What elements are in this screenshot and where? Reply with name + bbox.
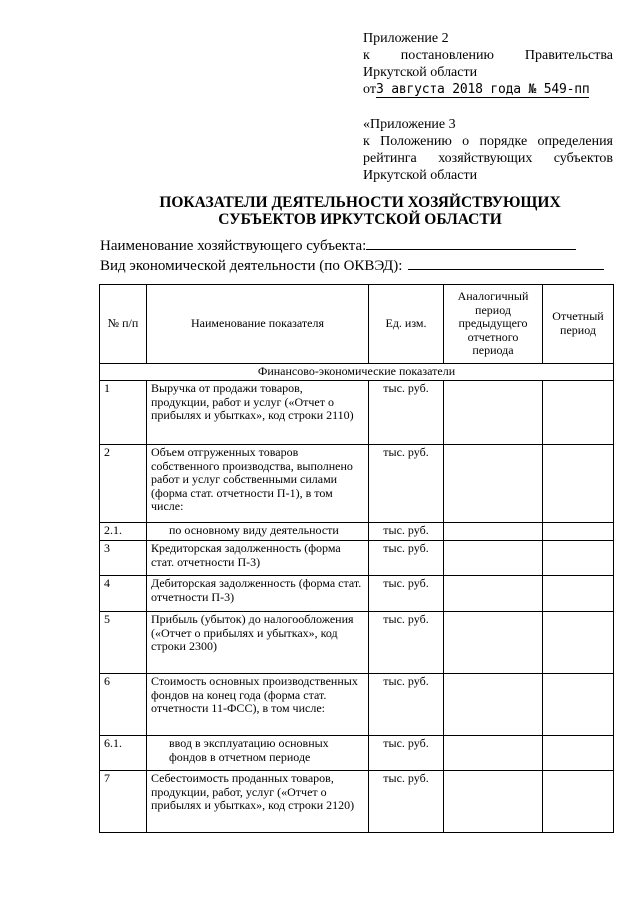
appendix-region: Иркутской области bbox=[363, 65, 478, 80]
row-curr-cell[interactable] bbox=[543, 736, 614, 771]
row-curr-cell[interactable] bbox=[543, 523, 614, 541]
row-prev-cell[interactable] bbox=[444, 576, 543, 612]
row-name: Стоимость основных производственных фондов на конец года (форма стат. отчетности 11-ФСС), в том числе: bbox=[147, 674, 369, 736]
appendix-date-prefix: от bbox=[363, 82, 376, 97]
table-row bbox=[100, 771, 614, 833]
entity-name-field bbox=[100, 234, 576, 255]
row-num: 1 bbox=[100, 381, 147, 445]
table-row bbox=[100, 736, 614, 771]
appendix-number: Приложение 2 bbox=[363, 31, 449, 46]
col-header-unit: Ед. изм. bbox=[369, 285, 444, 364]
row-curr-cell[interactable] bbox=[543, 576, 614, 612]
row-name: Себестоимость проданных товаров, продукции, работ, услуг («Отчет о прибылях и убытках», код строки 2120) bbox=[147, 771, 369, 833]
row-name: ввод в эксплуатацию основных фондов в отчетном периоде bbox=[147, 736, 369, 771]
table-row bbox=[100, 674, 614, 736]
row-unit: тыс. руб. bbox=[369, 612, 444, 674]
row-num: 6.1. bbox=[100, 736, 147, 771]
table-row bbox=[100, 381, 614, 445]
okved-label: Вид экономической деятельности (по ОКВЭД): bbox=[100, 258, 403, 274]
row-unit: тыс. руб. bbox=[369, 523, 444, 541]
col-header-name: Наименование показателя bbox=[147, 285, 369, 364]
appendix-word: постановлению bbox=[400, 48, 494, 63]
row-unit: тыс. руб. bbox=[369, 674, 444, 736]
appendix-date-line bbox=[363, 81, 613, 98]
col-header-prev-period: Аналогичный период предыдущего отчетного периода bbox=[444, 285, 543, 364]
document-title bbox=[100, 194, 620, 228]
row-curr-cell[interactable] bbox=[543, 612, 614, 674]
row-num: 2.1. bbox=[100, 523, 147, 541]
okved-blank[interactable] bbox=[408, 254, 604, 270]
entity-name-label: Наименование хозяйствующего субъекта: bbox=[100, 238, 367, 254]
col-header-num: № п/п bbox=[100, 285, 147, 364]
appendix-date: 3 августа 2018 года № 549-пп bbox=[375, 82, 590, 97]
row-prev-cell[interactable] bbox=[444, 674, 543, 736]
table-row bbox=[100, 523, 614, 541]
row-name: Прибыль (убыток) до налогообложения («Отчет о прибылях и убытках», код строки 2300) bbox=[147, 612, 369, 674]
row-prev-cell[interactable] bbox=[444, 541, 543, 576]
title-line: СУБЪЕКТОВ ИРКУТСКОЙ ОБЛАСТИ bbox=[218, 211, 502, 228]
row-unit: тыс. руб. bbox=[369, 771, 444, 833]
entity-name-blank[interactable] bbox=[366, 234, 576, 250]
table-row bbox=[100, 576, 614, 612]
appendix-header bbox=[363, 30, 613, 98]
indicators-table bbox=[99, 284, 614, 833]
row-num: 5 bbox=[100, 612, 147, 674]
appendix-ref-line: рейтинга хозяйствующих субъектов bbox=[363, 151, 613, 166]
row-num: 3 bbox=[100, 541, 147, 576]
row-name: Дебиторская задолженность (форма стат. отчетности П-3) bbox=[147, 576, 369, 612]
row-prev-cell[interactable] bbox=[444, 612, 543, 674]
row-curr-cell[interactable] bbox=[543, 771, 614, 833]
appendix-decree-line bbox=[363, 47, 613, 64]
okved-field bbox=[100, 254, 604, 275]
section-title: Финансово-экономические показатели bbox=[100, 364, 614, 381]
table-header-row bbox=[100, 285, 614, 364]
row-unit: тыс. руб. bbox=[369, 541, 444, 576]
row-prev-cell[interactable] bbox=[444, 771, 543, 833]
row-curr-cell[interactable] bbox=[543, 541, 614, 576]
table-row bbox=[100, 612, 614, 674]
row-name: Объем отгруженных товаров собственного производства, выполнено работ и услуг собственными силами (форма стат. отчетности П-1), в том числе: bbox=[147, 445, 369, 523]
row-name: Выручка от продажи товаров, продукции, работ и услуг («Отчет о прибылях и убытках», код строки 2110) bbox=[147, 381, 369, 445]
row-prev-cell[interactable] bbox=[444, 523, 543, 541]
col-header-curr-period: Отчетный период bbox=[543, 285, 614, 364]
row-curr-cell[interactable] bbox=[543, 674, 614, 736]
row-prev-cell[interactable] bbox=[444, 445, 543, 523]
row-prev-cell[interactable] bbox=[444, 381, 543, 445]
row-unit: тыс. руб. bbox=[369, 445, 444, 523]
row-name: Кредиторская задолженность (форма стат. отчетности П-3) bbox=[147, 541, 369, 576]
row-unit: тыс. руб. bbox=[369, 576, 444, 612]
row-num: 6 bbox=[100, 674, 147, 736]
appendix-ref-line: «Приложение 3 bbox=[363, 117, 456, 132]
row-num: 4 bbox=[100, 576, 147, 612]
appendix-word: Правительства bbox=[524, 48, 613, 63]
row-num: 7 bbox=[100, 771, 147, 833]
appendix-word: к bbox=[363, 48, 370, 63]
appendix-reference bbox=[363, 116, 613, 184]
appendix-ref-line: Иркутской области bbox=[363, 168, 478, 183]
row-name: по основному виду деятельности bbox=[147, 523, 369, 541]
row-curr-cell[interactable] bbox=[543, 381, 614, 445]
row-unit: тыс. руб. bbox=[369, 736, 444, 771]
row-curr-cell[interactable] bbox=[543, 445, 614, 523]
table-row bbox=[100, 541, 614, 576]
row-num: 2 bbox=[100, 445, 147, 523]
appendix-ref-line: к Положению о порядке определения bbox=[363, 134, 613, 149]
row-prev-cell[interactable] bbox=[444, 736, 543, 771]
row-unit: тыс. руб. bbox=[369, 381, 444, 445]
section-row bbox=[100, 364, 614, 381]
table-row bbox=[100, 445, 614, 523]
title-line: ПОКАЗАТЕЛИ ДЕЯТЕЛЬНОСТИ ХОЗЯЙСТВУЮЩИХ bbox=[159, 194, 561, 211]
